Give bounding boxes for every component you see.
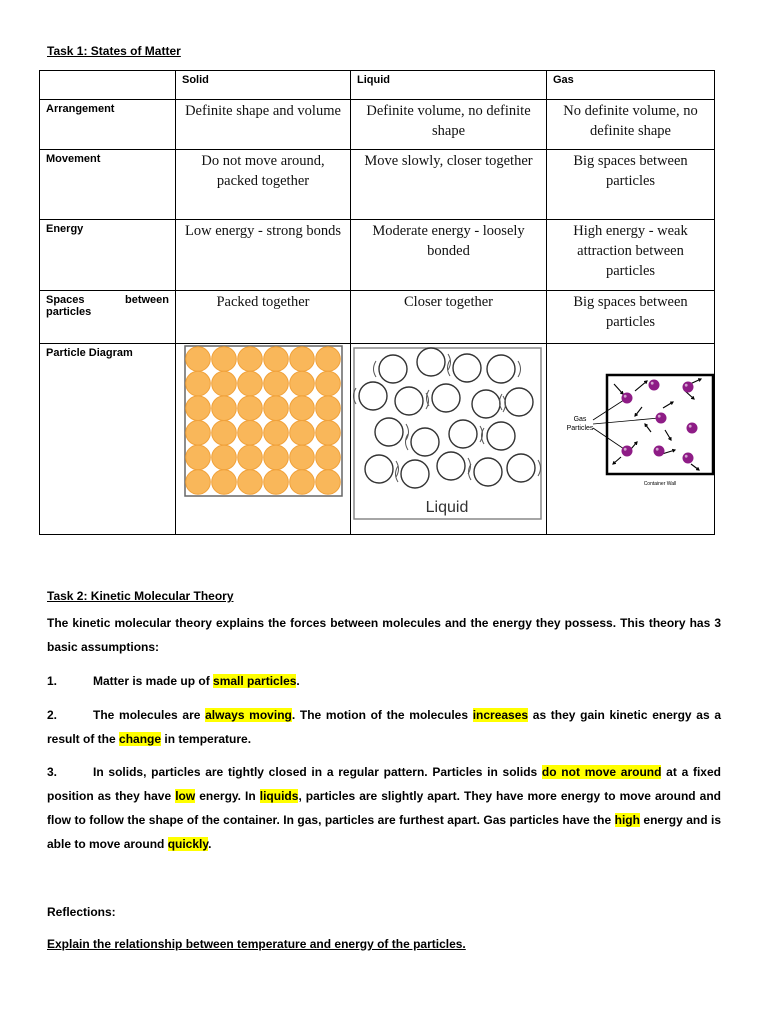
solid-particle — [238, 396, 263, 421]
solid-particle — [290, 347, 315, 372]
cell-spaces-liquid: Closer together — [351, 291, 547, 344]
assumption-3-text-f: . — [208, 837, 212, 851]
liquid-particle — [472, 390, 500, 418]
liquid-particle — [395, 387, 423, 415]
gas-particle-shine — [651, 382, 654, 385]
task2-title: Task 2: Kinetic Molecular Theory — [47, 589, 234, 603]
liquid-particle — [375, 418, 403, 446]
states-of-matter-table — [39, 70, 715, 535]
solid-particle — [264, 347, 289, 372]
gas-particle — [683, 453, 694, 464]
reflections-label: Reflections: — [47, 905, 116, 919]
row-label-spaces-word3: particles — [46, 306, 92, 318]
gas-particle-shine — [685, 384, 688, 387]
assumption-3 — [47, 760, 721, 856]
solid-particle — [264, 445, 289, 470]
assumption-3-text-d: , particles are slightly apart. They have more energy to move around and flow to follow the shape of the container. In gas, particles are furthest apart. Gas particles have the — [47, 789, 721, 827]
gas-particle-shine — [685, 455, 688, 458]
solid-particle — [186, 347, 211, 372]
liquid-particle — [365, 455, 393, 483]
assumption-2-text-d: in temperature. — [161, 732, 252, 746]
cell-arrangement-gas: No definite volume, no definite shape — [547, 100, 715, 150]
solid-particle — [316, 421, 341, 446]
gas-motion-arrow — [663, 402, 673, 408]
solid-particle — [186, 421, 211, 446]
gas-motion-arrow — [631, 442, 637, 449]
gas-particle — [622, 446, 633, 457]
gas-motion-arrow — [645, 424, 651, 432]
liquid-particle — [507, 454, 535, 482]
gas-particle — [683, 382, 694, 393]
solid-particle — [264, 396, 289, 421]
row-label-energy: Energy — [40, 220, 176, 291]
solid-particle — [212, 470, 237, 495]
solid-particle — [186, 371, 211, 396]
cell-diagram-liquid — [351, 344, 547, 535]
solid-particle — [290, 421, 315, 446]
liquid-particle — [453, 354, 481, 382]
solid-particle — [264, 421, 289, 446]
cell-energy-solid: Low energy - strong bonds — [176, 220, 351, 291]
assumption-2-number: 2. — [47, 708, 58, 722]
cell-arrangement-solid: Definite shape and volume — [176, 100, 351, 150]
cell-arrangement-liquid: Definite volume, no definite shape — [351, 100, 547, 150]
cell-movement-liquid: Move slowly, closer together — [351, 150, 547, 220]
solid-particle — [186, 470, 211, 495]
liquid-particle — [487, 355, 515, 383]
assumption-1-text-b: . — [296, 674, 300, 688]
solid-particle — [212, 371, 237, 396]
liquid-particle — [379, 355, 407, 383]
cell-diagram-gas — [547, 344, 715, 535]
gas-motion-arrow — [691, 464, 699, 470]
liquid-particle — [401, 460, 429, 488]
solid-particle — [316, 445, 341, 470]
solid-particle — [316, 396, 341, 421]
gas-label-line1: Gas — [573, 416, 587, 423]
row-label-spaces-word1: Spaces — [46, 294, 85, 306]
solid-particle — [290, 470, 315, 495]
liquid-particle — [432, 384, 460, 412]
gas-particle-shine — [624, 448, 627, 451]
liquid-particle — [505, 388, 533, 416]
gas-motion-arrow — [635, 407, 642, 416]
assumption-2-text-b: . The motion of the molecules — [291, 708, 473, 722]
solid-particle — [290, 396, 315, 421]
assumption-2 — [47, 703, 721, 751]
row-label-spaces — [40, 291, 176, 344]
gas-particle — [649, 380, 660, 391]
header-gas: Gas — [547, 71, 715, 100]
liquid-particle — [449, 420, 477, 448]
solid-particle — [212, 421, 237, 446]
assumption-3-text-e: energy and is able to move around — [47, 813, 721, 851]
assumption-3-text-c: energy. In — [195, 789, 260, 803]
gas-label-pointers — [593, 398, 659, 451]
highlight-quickly: quickly — [167, 837, 209, 851]
gas-particle-shine — [624, 395, 627, 398]
solid-particle — [238, 347, 263, 372]
solid-particle — [212, 396, 237, 421]
highlight-change: change — [119, 732, 162, 746]
row-label-spaces-word2: between — [124, 294, 169, 306]
liquid-particle — [474, 458, 502, 486]
solid-particle — [290, 371, 315, 396]
cell-movement-solid: Do not move around, packed together — [176, 150, 351, 220]
highlight-small-particles: small particles — [213, 674, 297, 688]
header-solid: Solid — [176, 71, 351, 100]
solid-particle — [264, 371, 289, 396]
table-row-spaces — [40, 291, 715, 344]
solid-particle — [238, 445, 263, 470]
liquid-particle — [411, 428, 439, 456]
assumption-3-text-b: at a fixed position as they have — [47, 765, 721, 803]
table-row-diagram — [40, 344, 715, 535]
task2-intro: The kinetic molecular theory explains the forces between molecules and the energy they possess. This theory has 3 basic assumptions: — [47, 616, 721, 654]
gas-particle — [656, 413, 667, 424]
assumption-1-text-a: Matter is made up of — [93, 674, 214, 688]
cell-energy-liquid: Moderate energy - loosely bonded — [351, 220, 547, 291]
row-label-arrangement: Arrangement — [40, 100, 176, 150]
solid-particle — [186, 445, 211, 470]
solid-particle — [290, 445, 315, 470]
assumption-2-text-c: as they gain kinetic energy as a result of the — [47, 708, 721, 746]
gas-particle-shine — [658, 415, 661, 418]
gas-motion-arrow — [614, 384, 623, 394]
table-header-row — [40, 71, 715, 100]
liquid-particle — [359, 382, 387, 410]
task2-title-block — [47, 584, 721, 608]
gas-particle — [622, 393, 633, 404]
solid-particle — [238, 470, 263, 495]
table-row-energy — [40, 220, 715, 291]
assumption-1 — [47, 669, 721, 693]
highlight-increases: increases — [472, 708, 529, 722]
liquid-particle — [437, 452, 465, 480]
row-label-diagram: Particle Diagram — [40, 344, 176, 535]
solid-particle — [212, 445, 237, 470]
assumption-2-text-a: The molecules are — [93, 708, 206, 722]
table-row-movement — [40, 150, 715, 220]
assumption-3-number: 3. — [47, 765, 58, 779]
header-liquid: Liquid — [351, 71, 547, 100]
task1-title: Task 1: States of Matter — [47, 44, 181, 58]
liquid-particle — [487, 422, 515, 450]
highlight-liquids: liquids — [259, 789, 299, 803]
reflections-question-block — [47, 932, 721, 956]
solid-particle — [316, 347, 341, 372]
gas-label-line2: Particles — [566, 425, 594, 432]
cell-movement-gas: Big spaces between particles — [547, 150, 715, 220]
highlight-always-moving: always moving — [205, 708, 292, 722]
gas-particle-shine — [689, 425, 692, 428]
gas-motion-arrow — [665, 430, 671, 440]
gas-motion-arrow — [613, 457, 621, 464]
cell-spaces-solid: Packed together — [176, 291, 351, 344]
solid-particle — [316, 470, 341, 495]
cell-spaces-gas: Big spaces between particles — [547, 291, 715, 344]
table-row-arrangement — [40, 100, 715, 150]
assumption-1-number: 1. — [47, 674, 58, 688]
gas-particle — [687, 423, 698, 434]
solid-particle — [238, 371, 263, 396]
solid-particle — [212, 347, 237, 372]
highlight-high: high — [614, 813, 640, 827]
highlight-do-not-move-around: do not move around — [541, 765, 662, 779]
gas-particle-diagram — [547, 344, 715, 534]
gas-caption: Container Wall — [643, 481, 677, 487]
solid-particle — [264, 470, 289, 495]
highlight-low: low — [175, 789, 196, 803]
cell-energy-gas: High energy - weak attraction between particles — [547, 220, 715, 291]
row-label-movement: Movement — [40, 150, 176, 220]
solid-particle-diagram — [176, 344, 351, 534]
liquid-caption: Liquid — [425, 499, 469, 516]
solid-particle — [238, 421, 263, 446]
solid-particle — [186, 396, 211, 421]
cell-diagram-solid — [176, 344, 351, 535]
liquid-particle — [417, 348, 445, 376]
gas-particle — [654, 446, 665, 457]
reflections-question: Explain the relationship between temperature and energy of the particles. — [47, 937, 466, 951]
solid-particle — [316, 371, 341, 396]
assumption-3-text-a: In solids, particles are tightly closed in a regular pattern. Particles in solids — [93, 765, 542, 779]
liquid-particle-diagram — [351, 344, 547, 534]
gas-particle-shine — [656, 448, 659, 451]
header-empty-cell — [40, 71, 176, 100]
gas-motion-arrow — [635, 381, 647, 391]
